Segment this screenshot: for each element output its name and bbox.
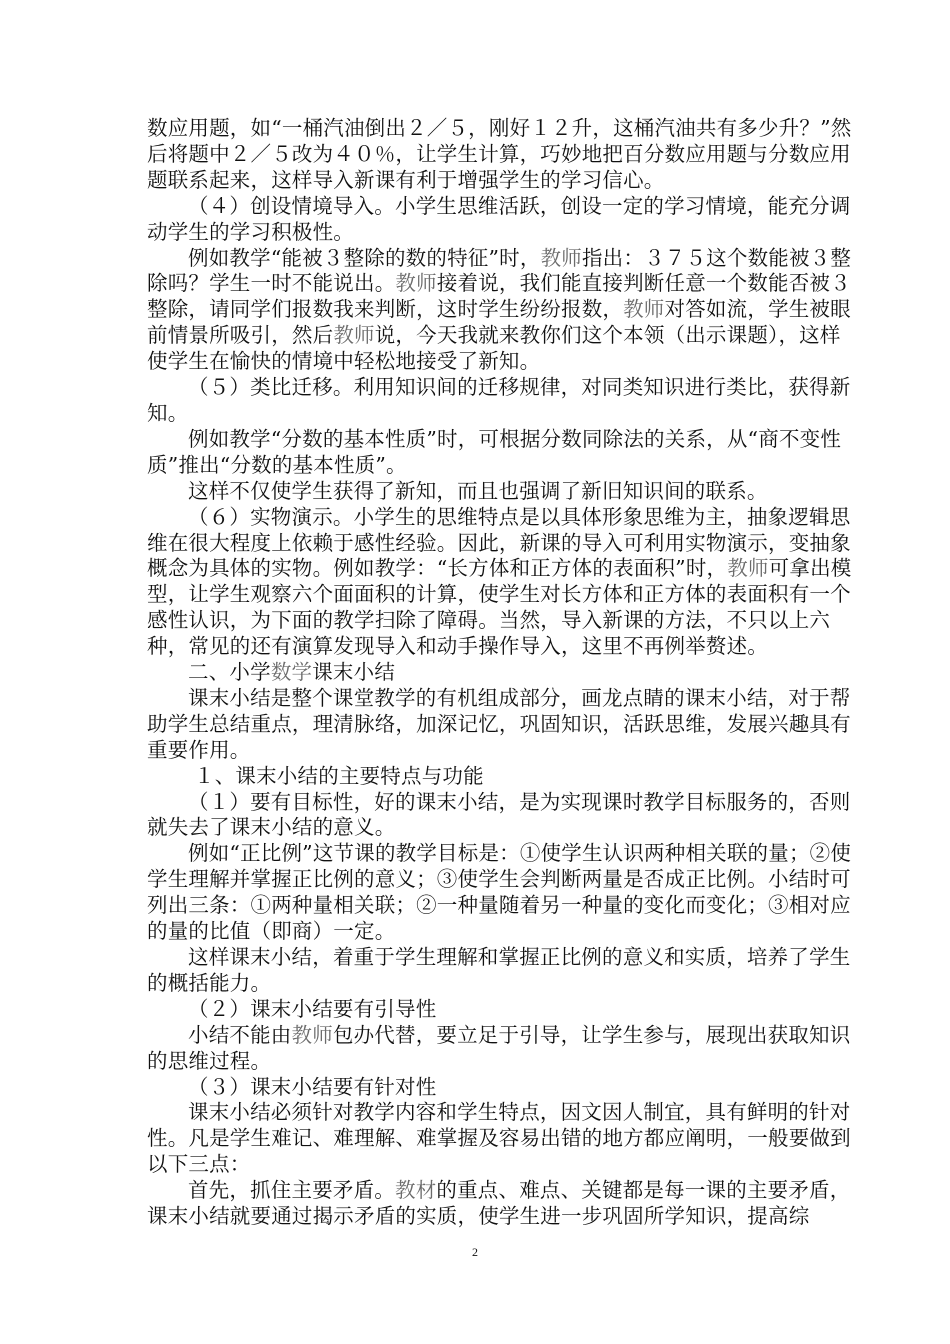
paragraph: 这样不仅使学生获得了新知，而且也强调了新旧知识间的联系。 — [188, 478, 768, 503]
paragraph: 数应用题，如“一桶汽油倒出２／５，刚好１２升，这桶汽油共有多少升？”然后将题中２／５改为４０％，让学生计算，巧妙地把百分数应用题与分数应用题联系起来，这样导入新课有利于增强学生的学习信心。 — [147, 116, 852, 192]
keyword-link-text: 教师 — [395, 271, 437, 296]
keyword-link-text: 教师 — [623, 297, 665, 322]
text-segment: 的重点、难点、关键都是每一课的主要矛盾，课末小结就要通过揭示矛盾的实质，使学生进一步巩固所学知识，提高综 — [147, 1178, 851, 1229]
keyword-link-text: 教师 — [540, 245, 582, 270]
text-segment: 说，今天我就来教你们这个本领（出示课题），这样使学生在愉快的情境中轻松地接受了新知。 — [147, 323, 841, 374]
paragraph — [147, 1023, 857, 1075]
document-body — [147, 116, 857, 1230]
text-segment: 接着说，我们能直接判断任意一个数能否被３整除，请同学们报数我来判断，这时学生纷纷报数， — [147, 271, 851, 322]
paragraph: （２）课末小结要有引导性 — [188, 996, 437, 1021]
text-segment: 可拿出模型，让学生观察六个面面积的计算，使学生对长方体和正方体的表面积有一个感性认识，为下面的教学扫除了障碍。当然，导入新课的方法，不只以上六种，常见的还有演算发现导入和动手操作导入，这里不再例举赘述。 — [147, 556, 852, 659]
paragraph: 例如教学“分数的基本性质”时，可根据分数同除法的关系，从“商不变性质”推出“分数的基本性质”。 — [147, 426, 842, 477]
text-segment: 例如教学“能被３整除的数的特征”时， — [188, 245, 541, 270]
paragraph — [147, 1178, 857, 1230]
paragraph — [147, 246, 857, 376]
text-segment: 二、小学 — [188, 660, 271, 685]
page-number: 2 — [472, 1245, 478, 1259]
text-segment: 对答如流，学生被眼前情景所吸引，然后 — [147, 297, 851, 348]
keyword-link-text: 教师 — [333, 323, 375, 348]
paragraph: （１）要有目标性，好的课末小结，是为实现课时教学目标服务的，否则就失去了课末小结的意义。 — [147, 789, 851, 840]
paragraph: 例如“正比例”这节课的教学目标是：①使学生认识两种相关联的量；②使学生理解并掌握正比例的意义；③使学生会判断两量是否成正比例。小结时可列出三条：①两种量相关联；②一种量随着另一种量的变化而变化；③相对应的量的比值（即商）一定。 — [147, 841, 852, 944]
text-segment: 课末小结 — [312, 660, 396, 685]
text-segment: 首先，抓住主要矛盾。 — [188, 1178, 395, 1203]
keyword-link-text: 教师 — [291, 1022, 333, 1047]
paragraph: １、课末小结的主要特点与功能 — [194, 763, 484, 788]
text-segment: 包办代替，要立足于引导，让学生参与，展现出获取知识的思维过程。 — [147, 1022, 851, 1073]
paragraph: （４）创设情境导入。小学生思维活跃，创设一定的学习情境，能充分调动学生的学习积极性。 — [147, 193, 851, 244]
paragraph — [147, 660, 857, 686]
paragraph: （３）课末小结要有针对性 — [188, 1074, 437, 1099]
paragraph: 这样课末小结，着重于学生理解和掌握正比例的意义和实质，培养了学生的概括能力。 — [147, 945, 851, 995]
paragraph: 课末小结是整个课堂教学的有机组成部分，画龙点睛的课末小结，对于帮助学生总结重点，理清脉络，加深记忆，巩固知识，活跃思维，发展兴趣具有重要作用。 — [147, 685, 851, 762]
paragraph: 课末小结必须针对教学内容和学生特点，因文因人制宜，具有鲜明的针对性。凡是学生难记、难理解、难掌握及容易出错的地方都应阐明，一般要做到以下三点： — [147, 1100, 851, 1177]
paragraph — [147, 505, 857, 660]
keyword-link-text: 教材 — [395, 1178, 437, 1203]
text-segment: 小结不能由 — [188, 1022, 292, 1047]
keyword-link-text: 数学 — [270, 660, 313, 685]
text-segment: 指出：３７５这个数能被３整除吗？学生一时不能说出。 — [147, 245, 852, 296]
paragraph: （５）类比迁移。利用知识间的迁移规律，对同类知识进行类比，获得新知。 — [147, 375, 851, 425]
text-segment: （６）实物演示。小学生的思维特点是以具体形象思维为主，抽象逻辑思维在很大程度上依赖于感性经验。因此，新课的导入可利用实物演示，变抽象概念为具体的实物。例如教学：“长方体和正方体的表面积”时， — [147, 504, 851, 581]
keyword-link-text: 教师 — [727, 556, 769, 581]
